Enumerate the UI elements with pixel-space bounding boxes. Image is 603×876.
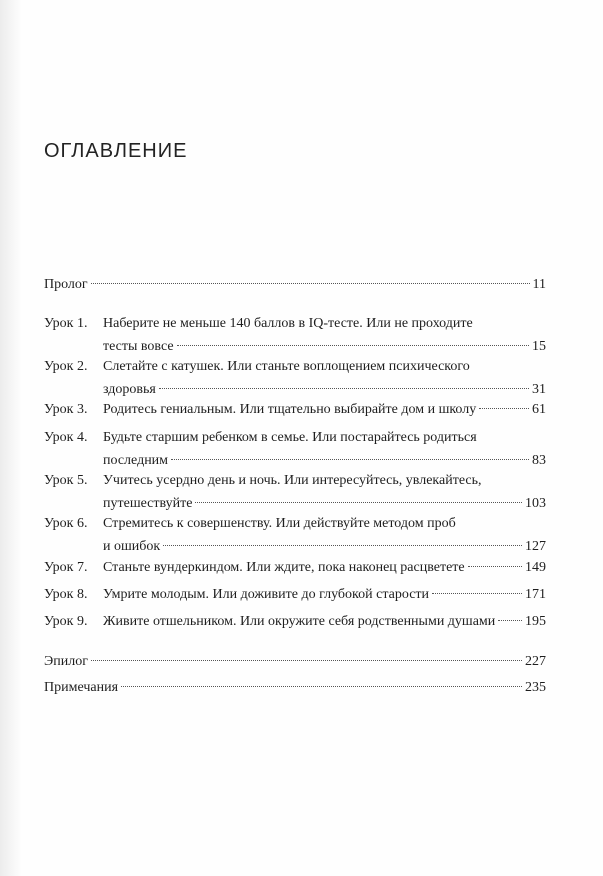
dot-leader [432,593,522,594]
dot-leader [468,566,522,567]
entry-title: Примечания [44,680,119,695]
entry-title: Умрите молодым. Или доживите до глубокой старости [103,587,430,602]
entry-title-continued: тесты вовсе [103,339,174,354]
toc-entry-lesson-7[interactable] [44,556,546,579]
toc-entry-prologue[interactable] [44,273,546,296]
entry-title: Пролог [44,277,88,292]
dot-leader [498,620,522,621]
page-number: 235 [525,680,546,695]
entry-title: Наберите не меньше 140 баллов в IQ-тесте. Или не проходите [103,316,473,331]
dot-leader [91,660,522,661]
toc-entry-notes[interactable] [44,676,546,699]
page-edge-shadow [0,0,22,876]
entry-title-continued: путешествуйте [103,496,193,511]
dot-leader [121,686,522,687]
page-number: 127 [525,539,546,554]
toc-entry-lesson-5[interactable] [44,469,546,515]
page-number: 61 [532,402,546,417]
toc-entry-lesson-9[interactable] [44,610,546,633]
entry-title-continued: последним [103,453,169,468]
lesson-label: Урок 2. [44,359,88,374]
page-number: 83 [532,453,546,468]
lesson-label: Урок 7. [44,560,88,575]
toc-entry-lesson-4[interactable] [44,426,546,472]
dot-leader [177,345,529,346]
entry-title: Будьте старшим ребенком в семье. Или постарайтесь родиться [103,430,477,445]
entry-title: Эпилог [44,654,88,669]
page-number: 171 [525,587,546,602]
entry-title: Станьте вундеркиндом. Или ждите, пока наконец расцветете [103,560,465,575]
entry-title: Живите отшельником. Или окружите себя родственными душами [103,614,496,629]
dot-leader [479,408,529,409]
dot-leader [91,283,530,284]
lesson-label: Урок 8. [44,587,88,602]
toc-entry-lesson-8[interactable] [44,583,546,606]
entry-title-continued: и ошибок [103,539,161,554]
page-number: 103 [525,496,546,511]
lesson-label: Урок 4. [44,430,88,445]
toc-entry-epilogue[interactable] [44,650,546,673]
dot-leader [195,502,522,503]
dot-leader [171,459,529,460]
entry-title: Стремитесь к совершенству. Или действуйте методом проб [103,516,456,531]
entry-title-continued: здоровья [103,382,156,397]
toc-entry-lesson-2[interactable] [44,355,546,401]
dot-leader [163,545,522,546]
page-number: 227 [525,654,546,669]
page-number: 195 [525,614,546,629]
page-number: 11 [532,277,546,292]
lesson-label: Урок 3. [44,402,88,417]
toc-entry-lesson-1[interactable] [44,312,546,358]
page-number: 149 [525,560,546,575]
page-number: 15 [532,339,546,354]
toc-heading: ОГЛАВЛЕНИЕ [44,140,188,162]
lesson-label: Урок 6. [44,516,88,531]
lesson-label: Урок 9. [44,614,88,629]
lesson-label: Урок 5. [44,473,88,488]
entry-title: Родитесь гениальным. Или тщательно выбирайте дом и школу [103,402,477,417]
toc-entry-lesson-6[interactable] [44,512,546,558]
lesson-label: Урок 1. [44,316,88,331]
toc-entry-lesson-3[interactable] [44,398,546,421]
entry-title: Слетайте с катушек. Или станьте воплощением психического [103,359,470,374]
dot-leader [159,388,529,389]
entry-title: Учитесь усердно день и ночь. Или интересуйтесь, увлекайтесь, [103,473,482,488]
page-number: 31 [532,382,546,397]
